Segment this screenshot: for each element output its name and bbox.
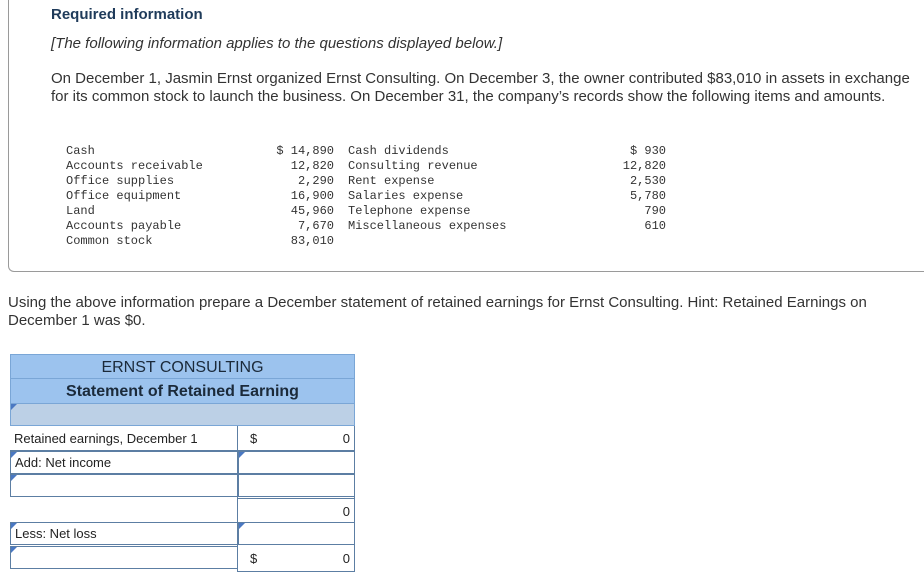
subtotal-value: 0 [342,504,350,519]
ending-label-input[interactable] [10,546,238,569]
left-item-amounts [252,144,334,249]
blank-label-input-1[interactable] [10,474,238,497]
column-divider [354,426,355,572]
problem-paragraph: On December 1, Jasmin Ernst organized Ernst Consulting. On December 3, the owner contributed $83,010 in assets in exchange for its common stock to launch the business. On December 31, the company’s records show the following items and amounts. [51,70,910,105]
item-label: Office supplies [66,174,175,188]
item-label: Accounts payable [66,219,182,233]
company-name: ERNST CONSULTING [10,354,355,379]
item-amount: 790 [644,204,666,218]
retained-earnings-dec1-value: 0 [342,431,350,446]
right-item-labels [348,144,506,234]
dollar-sign: $ [250,551,258,566]
net-loss-amount-input[interactable] [238,522,355,545]
subtotal-line [238,498,355,499]
item-amount: 2,290 [297,174,334,188]
item-amount: 83,010 [290,234,334,248]
item-label: Telephone expense [348,204,471,218]
row-label-retained-earnings: Retained earnings, December 1 [14,431,198,446]
item-amount: 16,900 [290,189,334,203]
item-label: Accounts receivable [66,159,203,173]
less-net-loss-label-input[interactable]: Less: Net loss [10,522,238,545]
left-item-labels [66,144,203,249]
item-amount: 610 [644,219,666,233]
item-amount: $ 930 [629,144,666,158]
item-label: Cash [66,144,95,158]
item-amount: 7,670 [297,219,334,233]
add-net-income-label-input[interactable]: Add: Net income [10,451,238,474]
net-income-amount-input[interactable] [238,451,355,474]
item-label: Miscellaneous expenses [348,219,507,233]
item-amount: 12,820 [290,159,334,173]
blank-amount-input-1[interactable] [238,474,355,497]
info-note: [The following information applies to the questions displayed below.] [51,35,503,52]
statement-date-input[interactable] [10,404,355,426]
item-amount: 2,530 [629,174,666,188]
statement-title: Statement of Retained Earning [10,379,355,404]
item-label: Cash dividends [348,144,449,158]
right-item-amounts [600,144,666,234]
item-label: Office equipment [66,189,182,203]
item-amount: 5,780 [629,189,666,203]
item-amount: 12,820 [622,159,666,173]
item-amount: 45,960 [290,204,334,218]
total-line [238,571,355,572]
item-label: Salaries expense [348,189,464,203]
item-amount: $ 14,890 [276,144,334,158]
item-label: Consulting revenue [348,159,478,173]
required-info-heading: Required information [51,6,203,23]
item-label: Common stock [66,234,153,248]
ending-retained-earnings-value: 0 [342,551,350,566]
item-label: Land [66,204,95,218]
question-text: Using the above information prepare a December statement of retained earnings for Ernst Consulting. Hint: Retained Earnings on December 1 was $0. [8,294,867,329]
item-label: Rent expense [348,174,435,188]
dollar-sign: $ [250,431,258,446]
